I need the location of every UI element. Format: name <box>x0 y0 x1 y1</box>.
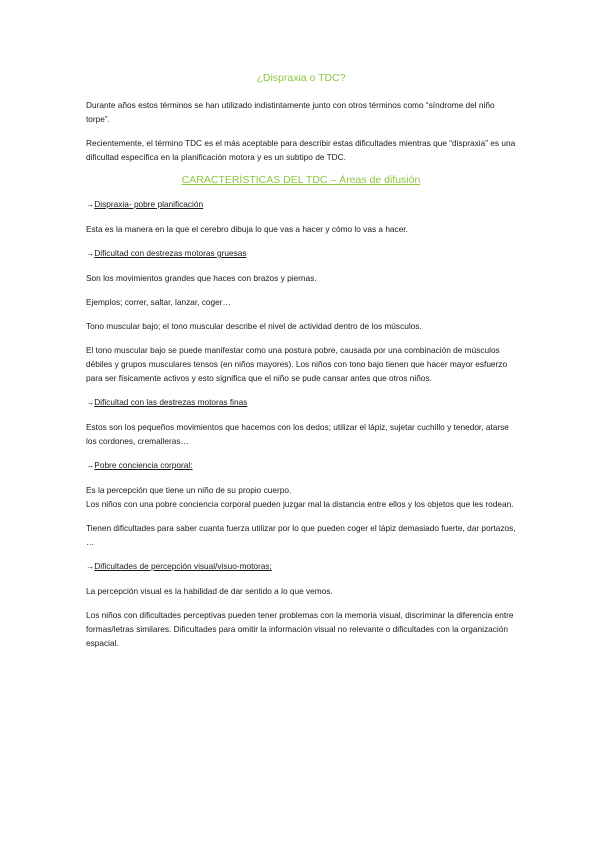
heading-label: Dificultades de percepción visual/visuo-motoras; <box>94 561 272 571</box>
arrow-icon: → <box>86 460 95 470</box>
paragraph: Los niños con dificultades perceptivas pueden tener problemas con la memoria visual, discriminar la diferencia entre formas/letras similares. Dificultades para omitir la información visual no relevante o dificultades con la organización espacial. <box>86 610 514 648</box>
heading-label: Dificultad con las destrezas motoras finas <box>94 397 248 407</box>
heading-motoras-gruesas <box>86 246 516 260</box>
heading-conciencia-corporal <box>86 458 516 472</box>
heading-label: Dispraxia- pobre planificación <box>94 199 204 209</box>
heading-motoras-finas <box>86 395 516 409</box>
document-page <box>86 72 516 660</box>
arrow-icon: → <box>86 248 95 258</box>
document-title: ¿Dispraxia o TDC? <box>256 72 346 84</box>
paragraph: Son los movimientos grandes que haces con brazos y piernas. <box>86 273 317 283</box>
intro-paragraph-2: Recientemente, el término TDC es el más aceptable para describir estas dificultades mientras que “dispraxia” es una dificultad específica en la planificación motora y es un subtipo de TDC. <box>86 138 516 162</box>
paragraph: Los niños con una pobre conciencia corporal pueden juzgar mal la distancia entre ellos y los objetos que les rodean. <box>86 499 514 509</box>
paragraph: Tienen dificultades para saber cuanta fuerza utilizar por lo que pueden coger el lápiz demasiado fuerte, dar portazos, … <box>86 523 516 547</box>
heading-dispraxia <box>86 197 516 211</box>
arrow-icon: → <box>86 561 95 571</box>
heading-label: Pobre conciencia corporal: <box>94 460 193 470</box>
paragraph: El tono muscular bajo se puede manifestar como una postura pobre, causada por una combinación de músculos débiles y grupos musculares tensos (en niños mayores). Los niños con tono bajo tienen que hacer mayor esfuerzo para ser físicamente activos y esto significa que el niño se pude cansar antes que otros niños. <box>86 345 508 383</box>
paragraph: Estos son los pequeños movimientos que hacemos con los dedos; utilizar el lápiz, sujetar cuchillo y tenedor, atarse los cordones, cremalleras… <box>86 422 509 446</box>
section-subtitle: CARACTERÍSTICAS DEL TDC – Áreas de difusión <box>181 174 421 186</box>
heading-label: Dificultad con destrezas motoras gruesas <box>94 248 247 258</box>
paragraph: Tono muscular bajo; el tono muscular describe el nivel de actividad dentro de los músculos. <box>86 321 422 331</box>
paragraph: La percepción visual es la habilidad de dar sentido a lo que vemos. <box>86 586 333 596</box>
paragraph: Esta es la manera en la que el cerebro dibuja lo que vas a hacer y cómo lo vas a hacer. <box>86 224 408 234</box>
paragraph: Es la percepción que tiene un niño de su propio cuerpo. <box>86 485 292 495</box>
arrow-icon: → <box>86 199 95 209</box>
arrow-icon: → <box>86 397 95 407</box>
intro-paragraph-1: Durante años estos términos se han utilizado indistintamente junto con otros términos como “síndrome del niño torpe”. <box>86 100 495 124</box>
paragraph: Ejemplos; correr, saltar, lanzar, coger… <box>86 297 231 307</box>
heading-percepcion-visual <box>86 559 516 573</box>
